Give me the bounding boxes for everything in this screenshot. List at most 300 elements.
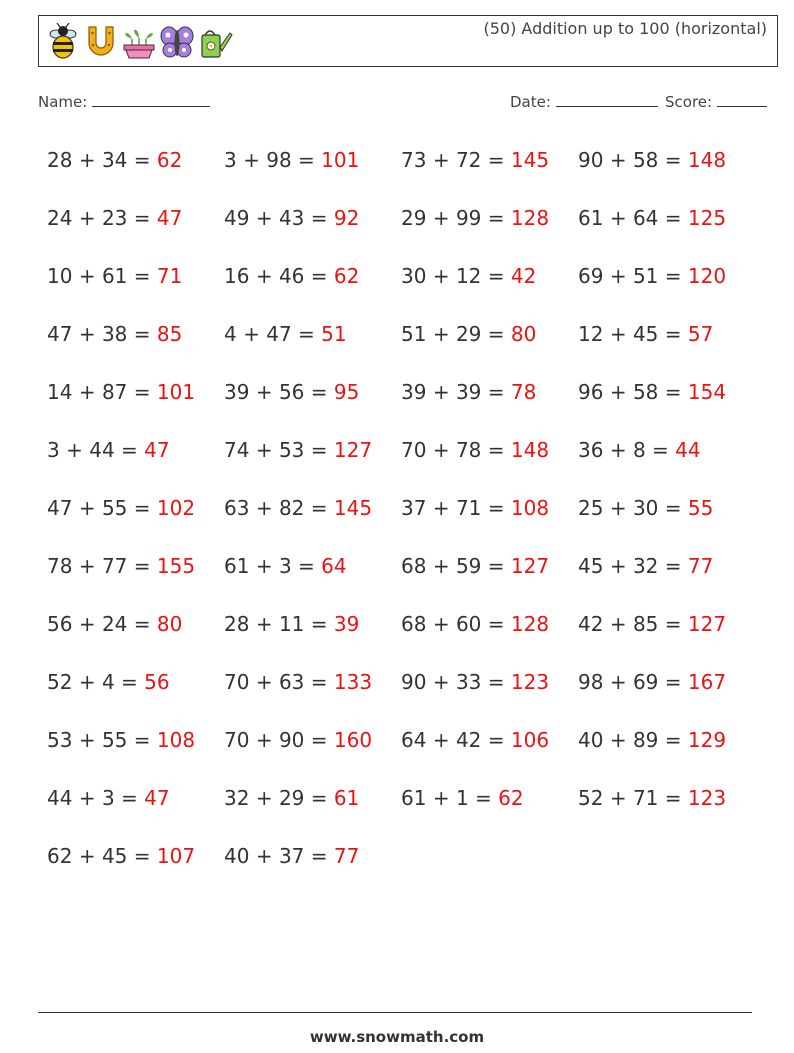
equals-sign: =: [664, 670, 682, 694]
answer: 120: [687, 264, 727, 288]
equals-sign: =: [664, 322, 682, 346]
equals-sign: =: [298, 554, 315, 578]
addend-b: 82: [278, 496, 305, 520]
addend-a: 37: [401, 496, 427, 520]
answer: 154: [687, 380, 727, 404]
answer: 80: [156, 612, 183, 636]
plus-sign: +: [78, 786, 96, 810]
score-field: [665, 92, 767, 111]
problem-item: [578, 322, 713, 346]
plus-sign: +: [255, 844, 273, 868]
plus-sign: +: [609, 554, 627, 578]
plus-sign: +: [609, 786, 627, 810]
equals-sign: =: [133, 728, 151, 752]
plus-sign: +: [432, 322, 450, 346]
equals-sign: =: [310, 786, 328, 810]
problem-item: [401, 322, 536, 346]
plus-sign: +: [609, 380, 627, 404]
addend-a: 14: [47, 380, 73, 404]
addend-a: 64: [401, 728, 427, 752]
problem-item: [47, 380, 195, 404]
problem-item: [578, 670, 726, 694]
addend-a: 3: [47, 438, 60, 462]
addend-a: 62: [47, 844, 73, 868]
addend-a: 74: [224, 438, 250, 462]
addend-b: 47: [266, 322, 292, 346]
problem-item: [47, 612, 182, 636]
problem-item: [47, 728, 195, 752]
addend-b: 3: [101, 786, 115, 810]
equals-sign: =: [664, 264, 682, 288]
problem-item: [224, 438, 372, 462]
addend-b: 44: [89, 438, 115, 462]
problem-item: [401, 438, 549, 462]
answer: 62: [498, 786, 524, 810]
addend-a: 56: [47, 612, 73, 636]
problem-item: [224, 496, 372, 520]
addend-b: 38: [101, 322, 128, 346]
problem-item: [224, 612, 359, 636]
plus-sign: +: [243, 148, 260, 172]
answer: 95: [333, 380, 360, 404]
answer: 123: [510, 670, 550, 694]
addend-b: 37: [278, 844, 305, 868]
addend-a: 53: [47, 728, 73, 752]
addend-b: 1: [455, 786, 469, 810]
equals-sign: =: [133, 206, 151, 230]
name-line: [92, 92, 210, 107]
plus-sign: +: [609, 264, 627, 288]
addend-b: 45: [101, 844, 128, 868]
addend-b: 98: [266, 148, 292, 172]
answer: 62: [333, 264, 360, 288]
plus-sign: +: [78, 322, 96, 346]
problem-item: [47, 554, 195, 578]
plus-sign: +: [609, 322, 627, 346]
addend-a: 61: [578, 206, 604, 230]
plus-sign: +: [432, 728, 450, 752]
addend-a: 39: [224, 380, 250, 404]
answer: 62: [156, 148, 183, 172]
answer: 129: [687, 728, 727, 752]
equals-sign: =: [487, 438, 505, 462]
problem-item: [47, 322, 182, 346]
addend-b: 11: [278, 612, 305, 636]
addend-b: 90: [278, 728, 305, 752]
name-field: [38, 92, 210, 111]
answer: 78: [510, 380, 537, 404]
answer: 56: [144, 670, 170, 694]
equals-sign: =: [487, 264, 505, 288]
equals-sign: =: [487, 206, 505, 230]
addend-b: 23: [101, 206, 128, 230]
problem-item: [578, 206, 726, 230]
problem-item: [224, 728, 372, 752]
addend-a: 42: [578, 612, 604, 636]
addend-a: 90: [401, 670, 427, 694]
answer: 85: [156, 322, 183, 346]
plus-sign: +: [78, 206, 96, 230]
addend-b: 69: [632, 670, 659, 694]
plus-sign: +: [255, 380, 273, 404]
plus-sign: +: [78, 496, 96, 520]
addend-b: 71: [632, 786, 659, 810]
plus-sign: +: [255, 206, 273, 230]
problem-item: [224, 380, 359, 404]
addend-a: 68: [401, 554, 427, 578]
equals-sign: =: [487, 322, 505, 346]
plus-sign: +: [255, 438, 273, 462]
equals-sign: =: [475, 786, 492, 810]
answer: 77: [333, 844, 360, 868]
score-label: Score:: [665, 93, 713, 111]
addend-a: 32: [224, 786, 250, 810]
answer: 123: [687, 786, 727, 810]
plus-sign: +: [243, 322, 260, 346]
addend-a: 96: [578, 380, 604, 404]
plus-sign: +: [609, 670, 627, 694]
plus-sign: +: [609, 728, 627, 752]
equals-sign: =: [310, 264, 328, 288]
answer: 57: [687, 322, 714, 346]
problem-item: [401, 670, 549, 694]
butterfly-icon: [159, 23, 195, 61]
addend-a: 90: [578, 148, 604, 172]
addend-b: 12: [455, 264, 482, 288]
addend-b: 53: [278, 438, 305, 462]
problem-item: [47, 844, 195, 868]
addend-b: 8: [632, 438, 646, 462]
problem-item: [47, 496, 195, 520]
answer: 51: [321, 322, 347, 346]
answer: 160: [333, 728, 373, 752]
addend-b: 30: [632, 496, 659, 520]
date-field: [510, 92, 658, 111]
equals-sign: =: [487, 728, 505, 752]
addend-a: 29: [401, 206, 427, 230]
equals-sign: =: [310, 612, 328, 636]
equals-sign: =: [487, 612, 505, 636]
worksheet-header: [38, 15, 778, 67]
answer: 77: [687, 554, 714, 578]
plus-sign: +: [255, 786, 273, 810]
addend-b: 58: [632, 380, 659, 404]
problem-item: [401, 148, 549, 172]
plus-sign: +: [66, 438, 83, 462]
equals-sign: =: [133, 148, 151, 172]
addend-a: 12: [578, 322, 604, 346]
addend-a: 63: [224, 496, 250, 520]
addend-b: 63: [278, 670, 305, 694]
addend-b: 60: [455, 612, 482, 636]
equals-sign: =: [133, 264, 151, 288]
addend-a: 69: [578, 264, 604, 288]
problem-item: [401, 612, 549, 636]
plus-sign: +: [255, 264, 273, 288]
addend-a: 30: [401, 264, 427, 288]
score-line: [717, 92, 767, 107]
addend-b: 34: [101, 148, 128, 172]
equals-sign: =: [121, 438, 138, 462]
addend-a: 45: [578, 554, 604, 578]
problem-item: [224, 322, 347, 346]
answer: 127: [510, 554, 550, 578]
plus-sign: +: [78, 844, 96, 868]
equals-sign: =: [310, 728, 328, 752]
problem-item: [47, 786, 170, 810]
answer: 108: [510, 496, 550, 520]
equals-sign: =: [487, 554, 505, 578]
addend-a: 28: [47, 148, 73, 172]
equals-sign: =: [310, 670, 328, 694]
addend-b: 29: [278, 786, 305, 810]
horseshoe-icon: [83, 23, 119, 61]
watering-can-icon: [197, 23, 233, 61]
problem-item: [401, 554, 549, 578]
plus-sign: +: [432, 264, 450, 288]
plus-sign: +: [432, 438, 450, 462]
answer: 125: [687, 206, 727, 230]
addend-b: 4: [101, 670, 115, 694]
plus-sign: +: [432, 148, 450, 172]
bee-icon: [45, 23, 81, 61]
equals-sign: =: [652, 438, 669, 462]
plus-sign: +: [78, 264, 96, 288]
addend-a: 39: [401, 380, 427, 404]
addend-a: 70: [224, 670, 250, 694]
addend-a: 10: [47, 264, 73, 288]
addend-a: 16: [224, 264, 250, 288]
equals-sign: =: [133, 554, 151, 578]
addend-a: 78: [47, 554, 73, 578]
answer: 61: [333, 786, 360, 810]
answer: 71: [156, 264, 183, 288]
answer: 167: [687, 670, 727, 694]
answer: 80: [510, 322, 537, 346]
equals-sign: =: [664, 728, 682, 752]
problem-item: [578, 380, 726, 404]
problem-item: [578, 496, 713, 520]
plus-sign: +: [255, 670, 273, 694]
equals-sign: =: [133, 612, 151, 636]
plus-sign: +: [609, 206, 627, 230]
addend-a: 47: [47, 322, 73, 346]
equals-sign: =: [310, 438, 328, 462]
answer: 148: [510, 438, 550, 462]
answer: 47: [144, 786, 170, 810]
plus-sign: +: [255, 554, 273, 578]
footer-url: www.snowmath.com: [309, 1028, 485, 1046]
addend-a: 73: [401, 148, 427, 172]
addend-b: 87: [101, 380, 128, 404]
problem-item: [224, 148, 359, 172]
answer: 64: [321, 554, 347, 578]
equals-sign: =: [133, 380, 151, 404]
answer: 101: [321, 148, 360, 172]
equals-sign: =: [298, 322, 315, 346]
problem-item: [224, 554, 347, 578]
answer: 92: [333, 206, 360, 230]
answer: 55: [687, 496, 714, 520]
addend-b: 78: [455, 438, 482, 462]
answer: 44: [675, 438, 701, 462]
addend-b: 39: [455, 380, 482, 404]
addend-a: 68: [401, 612, 427, 636]
addend-b: 43: [278, 206, 305, 230]
worksheet-title: (50) Addition up to 100 (horizontal): [483, 19, 767, 38]
plus-sign: +: [255, 728, 273, 752]
addend-a: 61: [401, 786, 427, 810]
equals-sign: =: [664, 612, 682, 636]
plus-sign: +: [432, 670, 450, 694]
addend-b: 29: [455, 322, 482, 346]
equals-sign: =: [133, 844, 151, 868]
plus-sign: +: [432, 554, 450, 578]
plus-sign: +: [255, 496, 273, 520]
addend-a: 40: [578, 728, 604, 752]
answer: 42: [510, 264, 537, 288]
answer: 108: [156, 728, 196, 752]
addend-a: 52: [578, 786, 604, 810]
name-label: Name:: [38, 93, 88, 111]
plus-sign: +: [432, 496, 450, 520]
addend-b: 32: [632, 554, 659, 578]
addend-a: 61: [224, 554, 250, 578]
addend-b: 72: [455, 148, 482, 172]
addend-a: 3: [224, 148, 237, 172]
answer: 148: [687, 148, 727, 172]
addend-b: 51: [632, 264, 659, 288]
equals-sign: =: [310, 844, 328, 868]
equals-sign: =: [487, 148, 505, 172]
plus-sign: +: [78, 554, 96, 578]
plus-sign: +: [609, 148, 627, 172]
plus-sign: +: [78, 670, 96, 694]
answer: 106: [510, 728, 550, 752]
equals-sign: =: [664, 554, 682, 578]
addend-b: 89: [632, 728, 659, 752]
plus-sign: +: [432, 612, 450, 636]
problem-item: [401, 496, 549, 520]
addend-a: 24: [47, 206, 73, 230]
equals-sign: =: [664, 786, 682, 810]
equals-sign: =: [487, 380, 505, 404]
footer-divider: [38, 1012, 752, 1013]
problem-item: [47, 148, 182, 172]
problem-item: [224, 264, 359, 288]
equals-sign: =: [298, 148, 315, 172]
plus-sign: +: [609, 438, 627, 462]
problem-item: [401, 206, 549, 230]
addend-a: 44: [47, 786, 73, 810]
addend-b: 71: [455, 496, 482, 520]
addend-b: 3: [278, 554, 292, 578]
problem-item: [47, 438, 170, 462]
addend-a: 36: [578, 438, 604, 462]
plus-sign: +: [609, 496, 627, 520]
addend-a: 25: [578, 496, 604, 520]
problem-item: [224, 844, 359, 868]
addend-a: 70: [224, 728, 250, 752]
date-line: [556, 92, 658, 107]
equals-sign: =: [487, 496, 505, 520]
problem-item: [578, 786, 726, 810]
addend-a: 98: [578, 670, 604, 694]
answer: 127: [333, 438, 373, 462]
plus-sign: +: [78, 612, 96, 636]
addend-b: 55: [101, 496, 128, 520]
plus-sign: +: [609, 612, 627, 636]
plus-sign: +: [432, 380, 450, 404]
plus-sign: +: [432, 206, 450, 230]
addend-a: 28: [224, 612, 250, 636]
equals-sign: =: [664, 148, 682, 172]
problem-item: [578, 148, 726, 172]
addend-a: 4: [224, 322, 237, 346]
addend-a: 70: [401, 438, 427, 462]
equals-sign: =: [133, 322, 151, 346]
equals-sign: =: [664, 206, 682, 230]
date-label: Date:: [510, 93, 551, 111]
answer: 101: [156, 380, 196, 404]
problem-item: [578, 264, 726, 288]
problem-item: [224, 206, 359, 230]
equals-sign: =: [664, 380, 682, 404]
plus-sign: +: [78, 728, 96, 752]
problem-item: [47, 264, 182, 288]
answer: 133: [333, 670, 373, 694]
problem-item: [578, 612, 726, 636]
equals-sign: =: [133, 496, 151, 520]
addend-b: 42: [455, 728, 482, 752]
equals-sign: =: [310, 496, 328, 520]
plus-sign: +: [432, 786, 450, 810]
answer: 145: [333, 496, 373, 520]
addend-a: 40: [224, 844, 250, 868]
plus-sign: +: [78, 380, 96, 404]
problem-item: [578, 554, 713, 578]
answer: 155: [156, 554, 196, 578]
addend-b: 61: [101, 264, 128, 288]
problem-item: [401, 264, 536, 288]
equals-sign: =: [310, 380, 328, 404]
header-icons: [45, 23, 233, 61]
addend-a: 51: [401, 322, 427, 346]
addend-a: 52: [47, 670, 73, 694]
addend-b: 24: [101, 612, 128, 636]
addend-b: 55: [101, 728, 128, 752]
answer: 127: [687, 612, 727, 636]
answer: 102: [156, 496, 196, 520]
addend-a: 47: [47, 496, 73, 520]
equals-sign: =: [664, 496, 682, 520]
equals-sign: =: [121, 670, 138, 694]
addend-b: 77: [101, 554, 128, 578]
problem-item: [578, 438, 701, 462]
plus-sign: +: [78, 148, 96, 172]
plant-pot-icon: [121, 23, 157, 61]
addend-b: 99: [455, 206, 482, 230]
addend-b: 58: [632, 148, 659, 172]
problem-item: [401, 380, 536, 404]
addend-b: 59: [455, 554, 482, 578]
addend-b: 56: [278, 380, 305, 404]
addend-b: 64: [632, 206, 659, 230]
problem-item: [47, 670, 170, 694]
equals-sign: =: [121, 786, 138, 810]
equals-sign: =: [487, 670, 505, 694]
addend-b: 45: [632, 322, 659, 346]
